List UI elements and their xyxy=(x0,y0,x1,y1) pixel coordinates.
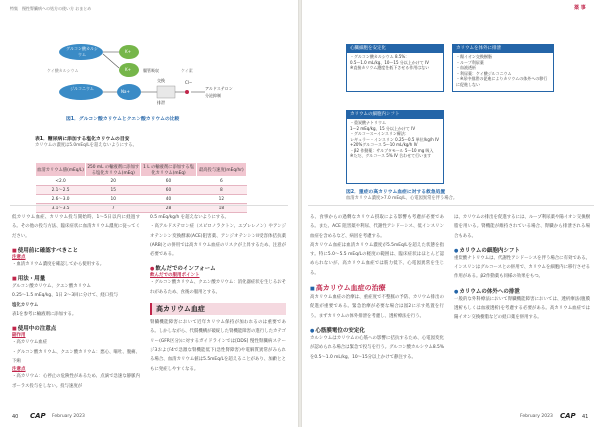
flow-box-title: カリウムの細胞内シフト xyxy=(347,111,443,119)
brand-logo-left: CAP xyxy=(30,412,46,420)
flow-box-stabilize xyxy=(346,44,444,92)
table-cell: 7 xyxy=(86,204,141,213)
caution-text: ・高カリウム：心停止の危険性があるため、点滴で急速な静脈内ボーラス投与をしない。投与速度が xyxy=(12,374,140,389)
flow-box-body: ・グルコン酸カルシウム 8.5%： 0.5〜1.0 mL/kg、10〜15 分以上かけて IV ※直接カリウム濃度を低下させる作用はない xyxy=(350,54,430,70)
table-cell: 6 xyxy=(196,177,246,186)
table-header: 1 L の輸液剤に添加する塩化カリウム(mEq) xyxy=(141,163,196,177)
node-k-top: K+ xyxy=(125,49,131,54)
table-row xyxy=(36,177,247,186)
flow-box-body: ・重炭酸ナトリウム 1〜2 mEq/kg、15 分以上かけて IV ・グルコース−インスリン療法： レギュラー・インスリン 0.25〜0.5 単位/kg/h IV +20%グルコース 5〜10 mL/kg/h IV ・β2 作動薬：サルブタモール 5〜10 mg 吸入 ※ただ、グルコース 5% IV 合わせて行います xyxy=(350,120,439,158)
intro-text: 低カリウム血症、カリウム投与開始時、1〜5日以内に経過する。その他の投与方法、臨床症状に血清カリウム濃度に従ってください。 xyxy=(12,215,140,239)
page-number-left: 40 xyxy=(12,414,19,420)
table-cell: 3.1〜3.5 xyxy=(36,204,86,213)
right-page xyxy=(302,0,600,427)
node-resin-right: ケイ素 xyxy=(181,68,193,73)
flow-box-excrete xyxy=(452,44,554,92)
flow-box-title: 心臓細胞を安定化 xyxy=(347,45,443,53)
heading-heart: ● 心筋膜電位の安定化 xyxy=(310,326,444,334)
node-cl: Cl− xyxy=(185,80,193,85)
heading-adverse: ■ 使用中の注意点 xyxy=(12,324,140,332)
left-page xyxy=(0,0,298,427)
heading-treatment-text: 高カリウム血症の治療 xyxy=(315,284,386,293)
adverse-text: ・高カリウム血症 ・グルコン酸カリウム、クエン酸カリウム：悪心、嘔吐、腹痛、下痢 xyxy=(12,340,140,364)
node-zirconium: ジルコニウム xyxy=(70,86,94,91)
table-cell: 2.1〜2.5 xyxy=(36,186,86,195)
flow-box-body: ・陽イオン交換樹脂 ・ループ利尿薬 ・血液透析 ・利尿薬：ケイ酸ジルコニウム ・※尿中排泄の促進によりカリウムの体外への移行に促進しない xyxy=(456,54,548,87)
flow-box-shift xyxy=(346,110,444,184)
figure-2-caption: 図2．重症の高カリウム血症に対する救急処置 xyxy=(346,190,446,195)
info-sub: 飲んだでの服用ポイント xyxy=(150,273,200,279)
left-column-2 xyxy=(150,213,286,374)
node-aldosterone: アルドステロン xyxy=(205,86,233,91)
heading-shift: ● カリウムの細胞内シフト xyxy=(454,246,590,254)
heading-treatment xyxy=(310,283,444,293)
table-1-title: 表1．糖尿病に添加する塩化カリウムの目安 xyxy=(35,137,130,142)
table-cell: 10 xyxy=(86,195,141,204)
running-header-left: 特集 慢性腎臓病への処方の使い方 おまとめ xyxy=(10,6,92,11)
heading-excrete: ● カリウムの体外への排泄 xyxy=(454,287,590,295)
node-excretion: 排泄 xyxy=(157,100,165,105)
r-col2-text: は、カリウムの排出を促進するには、ループ利尿薬や陽イオン交換樹脂を用いる。腎機能が維持されている場合、腎臓から排泄される場合もある。 xyxy=(454,215,590,239)
node-na: Na+ xyxy=(121,89,130,94)
issue-date-left: February 2023 xyxy=(52,414,85,419)
table-cell: 18 xyxy=(196,204,246,213)
table-1-subtitle: カリウムの濃度は5.0mEq/Lを超えないようにする。 xyxy=(35,143,137,148)
table-row xyxy=(36,186,247,195)
dose-text: グルコン酸カリウム、クエン酸カリウム 0.25〜1.5 mEq/kg、1日 2〜3回に分けて、経口投与 xyxy=(12,284,118,299)
heart-text: カルシウムはカリウムの心筋への影響に拮抗するため、心電図変化が認められる場合は緊急で投与を行う。グルコン酸カルシウム8.5%を0.5〜1.0 mL/kg、10〜15分以上かけて静注する。 xyxy=(310,335,444,360)
hyperkalemia-text: 腎臓機能障害において近年カリウム保持が加われるのは重要である。しかしながら、代償機構が破綻した腎機能障害の進行したカテゴリー(GFR区分)に対するガイドラインでは[DDS] 慢性腎臓病ステージ3および4で急激な腎機能低下(急性腎障害)や電解質異常がみられる場合、血清カリウム値は5.5mEq/Lを超えることがあり、加齢とともに発症しやすくなる。 xyxy=(150,320,286,372)
left-column-1 xyxy=(12,213,140,391)
issue-date-right: February 2023 xyxy=(520,414,553,419)
node-exchange: 交換 xyxy=(157,78,165,83)
flow-box-title: カリウムを体外に排泄 xyxy=(453,45,553,53)
treat-text: 高カリウム血症の治療は、重症度で不整脈の予防、カリウム排出の促進が重要である。緊急治療が必要な場合は図2に示す処置を行う。まずカリウムの体外排泄を考慮し、透析療法を行う。 xyxy=(310,295,444,319)
node-patiromer: グルコン酸カルシウム xyxy=(66,46,98,57)
brand-logo-right: CAP xyxy=(560,412,576,420)
heading-check: ■ 使用前に確認すべきこと xyxy=(12,246,140,254)
heading-info: ● 飲んだでのインフォーム xyxy=(150,264,286,272)
excrete-text: 一般的な外科療法において腎臓機能障害においては、透析療法(腹膜透析もしくは血液透析)を考慮する必要がある。高カリウム血症では陽イオン交換樹脂などの経口薬を併用する。 xyxy=(454,296,590,321)
calc-label: 塩化カリウム xyxy=(12,302,39,308)
divider xyxy=(10,205,288,206)
table-header: 250 mL の輸液剤に添加する塩化カリウム(mEq) xyxy=(87,164,140,176)
col2-text: 0.5 mEq/kg/h を超えないようにする。 ・高アルドステロン症（スピロノラクトン、エプレレノン）やアンジオテンシン変換酵素(ACE)阻害薬、アンジオテンシンII受容体拮抗薬(ARB)との併用では高カリウム血症のリスクが上昇するため、注意が必要である。 xyxy=(150,215,286,258)
tag-note: 注意点 xyxy=(12,254,26,260)
table-cell: 2.6〜3.0 xyxy=(36,195,86,204)
figure-1-caption: 図1．グルコン酸カリウムとクエン酸カリウムの比較 xyxy=(66,117,180,122)
node-aldosterone-2: 分泌抑制 xyxy=(205,93,221,98)
figure-1 xyxy=(45,40,245,112)
heading-dose: ■ 用法・用量 xyxy=(12,274,140,282)
figure-2-note: 血清カリウム濃度>7.0 mEq/L、心電図異常を伴う場合。 xyxy=(346,196,458,201)
table-cell: 28 xyxy=(141,204,196,213)
table-cell: 15 xyxy=(86,186,141,195)
r-intro-2: 高カリウム血症は血清カリウム濃度が5.5mEq/Lを超えた状態を指す。特に5.0〜5.5 mEq/Lの軽度の範囲は、臨床症状はほとんど認められないが、高カリウム血症では筋力低下、心電図異常を生じる。 xyxy=(310,242,444,276)
table-cell: 60 xyxy=(141,177,196,186)
tag-adverse: 副作用 xyxy=(12,333,26,339)
table-row xyxy=(36,195,247,204)
shift-text: 重炭酸ナトリウムは、代謝性アシドーシスを伴う場合に有効である。インスリンはグルコースとの併用で、カリウムを細胞内に移行させる作用がある。β2作動薬も同様の効果をもつ。 xyxy=(454,255,590,280)
node-absorbed: 腸管吸収 xyxy=(143,68,159,73)
calc-text: 表1を参考に輸液剤に添加する。 xyxy=(12,312,77,318)
table-cell: <2.0 xyxy=(36,177,86,186)
hyperkalemia-title: 高カリウム血症 xyxy=(150,303,286,315)
table-header: 血清カリウム値(mEq/L) xyxy=(36,163,86,177)
table-cell: 40 xyxy=(141,195,196,204)
tag-caution: 注意点 xyxy=(12,367,26,373)
note-text: ・血清カリウム濃度を確認してから使用する。 xyxy=(12,261,105,267)
r-intro: る、食事からの過剰なカリウム摂取による影響も考慮が必要である。また、ACE 阻害薬や利尿、代謝性アシドーシス、低インスリン血症を含めるなど、病因を考慮する。 xyxy=(310,215,444,239)
node-k-mid: K+ xyxy=(125,67,131,72)
table-cell: 20 xyxy=(86,177,141,186)
divider xyxy=(308,205,594,206)
node-resin-left: ケイ酸カルシウム xyxy=(47,68,79,73)
page-number-right: 41 xyxy=(582,414,589,420)
right-column-1 xyxy=(310,213,444,362)
table-cell: 12 xyxy=(196,195,246,204)
table-cell: 8 xyxy=(196,186,246,195)
table-header: 最高投与速度(mEq/hr) xyxy=(196,163,246,177)
right-column-2 xyxy=(454,213,590,323)
info-text: ・グルコン酸カリウム、クエン酸カリウム：消化器症状を生じるおそれがあるため、食後の服用とする。 xyxy=(150,280,286,295)
running-header-right: 薬 事 xyxy=(574,5,586,11)
table-cell: 60 xyxy=(141,186,196,195)
